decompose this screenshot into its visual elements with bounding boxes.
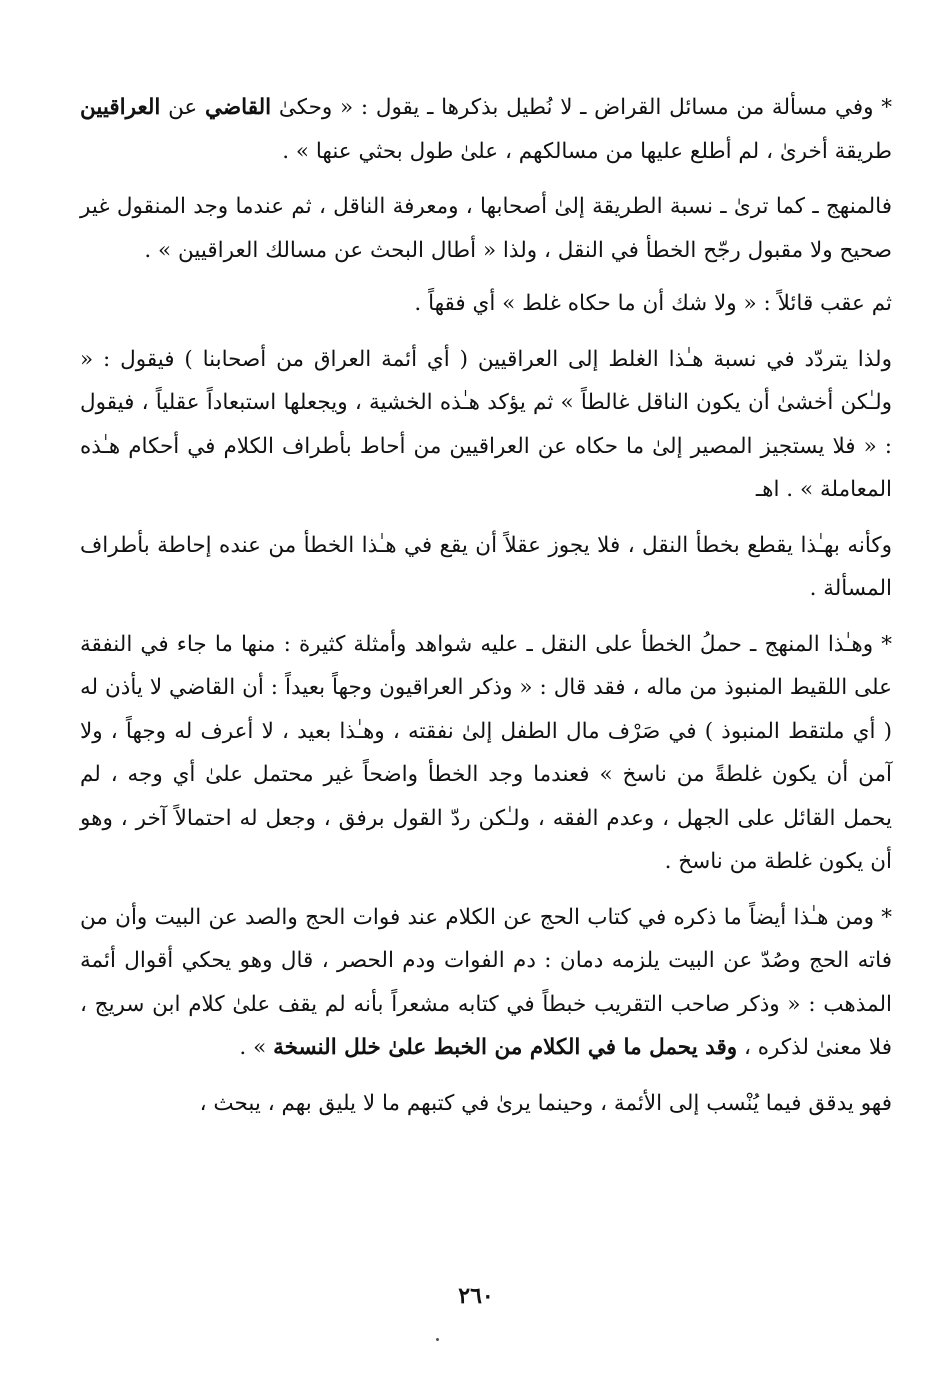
paragraph-2: فالمنهج ـ كما ترىٰ ـ نسبة الطريقة إلىٰ أصحابها ، ومعرفة الناقل ، ثم عندما وجد المنقول غير صحيح ولا مقبول رجّح الخطأ في النقل ، ولذا « أطال البحث عن مسالك العراقيين » . <box>80 194 892 263</box>
paragraph-6: * وهـٰذا المنهج ـ حملُ الخطأ على النقل ـ عليه شواهد وأمثلة كثيرة : منها ما جاء في النفقة على اللقيط المنبوذ من ماله ، فقد قال : « وذكر العراقيون وجهاً بعيداً : أن القاضي لا يأذن له ( أي ملتقط المنبوذ ) في صَرْف مال الطفل إلىٰ نفقته ، وهـٰذا بعيد ، لا أعرف له وجهاً ، ولا آمن أن يكون غلطةً من ناسخ » فعندما وجد الخطأ واضحاً غير محتمل علىٰ أي وجه ، لم يحمل القائل على الجهل ، وعدم الفقه ، ولـٰكن ردّ القول برفق ، وجعل له احتمالاً آخر ، وهو أن يكون غلطة من ناسخ . <box>80 631 892 874</box>
bold-term: العراقيين <box>80 95 161 120</box>
paragraph-4: ولذا يتردّد في نسبة هـٰذا الغلط إلى العراقيين ( أي أئمة العراق من أصحابنا ) فيقول : « ولـٰكن أخشىٰ أن يكون الناقل غالطاً » ثم يؤكد هـٰذه الخشية ، ويجعلها استبعاداً عقلياً ، فيقول : « فلا يستجيز المصير إلىٰ ما حكاه عن العراقيين من أحاط بأطراف الكلام في أحكام هـٰذه المعاملة » . اهـ <box>80 346 892 502</box>
paragraph-8: فهو يدقق فيما يُنْسب إلى الأئمة ، وحينما يرىٰ في كتبهم ما لا يليق بهم ، يبحث ، <box>199 1090 892 1116</box>
bold-quote: وقد يحمل ما في الكلام من الخبط علىٰ خلل النسخة <box>273 1035 738 1060</box>
page-body-text <box>80 86 892 1137</box>
paragraph-1: * وفي مسألة من مسائل القراض ـ لا نُطيل بذكرها ـ يقول : « وحكىٰ القاضي عن العراقيين طريقة أخرىٰ ، لم أطلع عليها من مسالكهم ، علىٰ طول بحثي عنها » . <box>80 95 892 164</box>
paragraph-7: * ومن هـٰذا أيضاً ما ذكره في كتاب الحج عن الكلام عند فوات الحج والصد عن البيت وأن من فاته الحج وصُدّ عن البيت يلزمه دمان : دم الفوات ودم الحصر ، قال وهو يحكي أقوال أئمة المذهب : « وذكر صاحب التقريب خبطاً في كتابه مشعراً بأنه لم يقف علىٰ كلام ابن سريج ، فلا معنىٰ لذكره ، وقد يحمل ما في الكلام من الخبط علىٰ خلل النسخة » . <box>80 904 892 1060</box>
bold-term: القاضي <box>204 95 272 120</box>
paragraph-3: ثم عقب قائلاً : « ولا شك أن ما حكاه غلط » أي فقهاً . <box>414 291 892 316</box>
page-speck <box>436 1338 439 1341</box>
page-number: ٢٦٠ <box>458 1283 494 1309</box>
paragraph-5: وكأنه بهـٰذا يقطع بخطأ النقل ، فلا يجوز عقلاً أن يقع في هـٰذا الخطأ من عنده إحاطة بأطراف المسألة . <box>80 532 892 601</box>
